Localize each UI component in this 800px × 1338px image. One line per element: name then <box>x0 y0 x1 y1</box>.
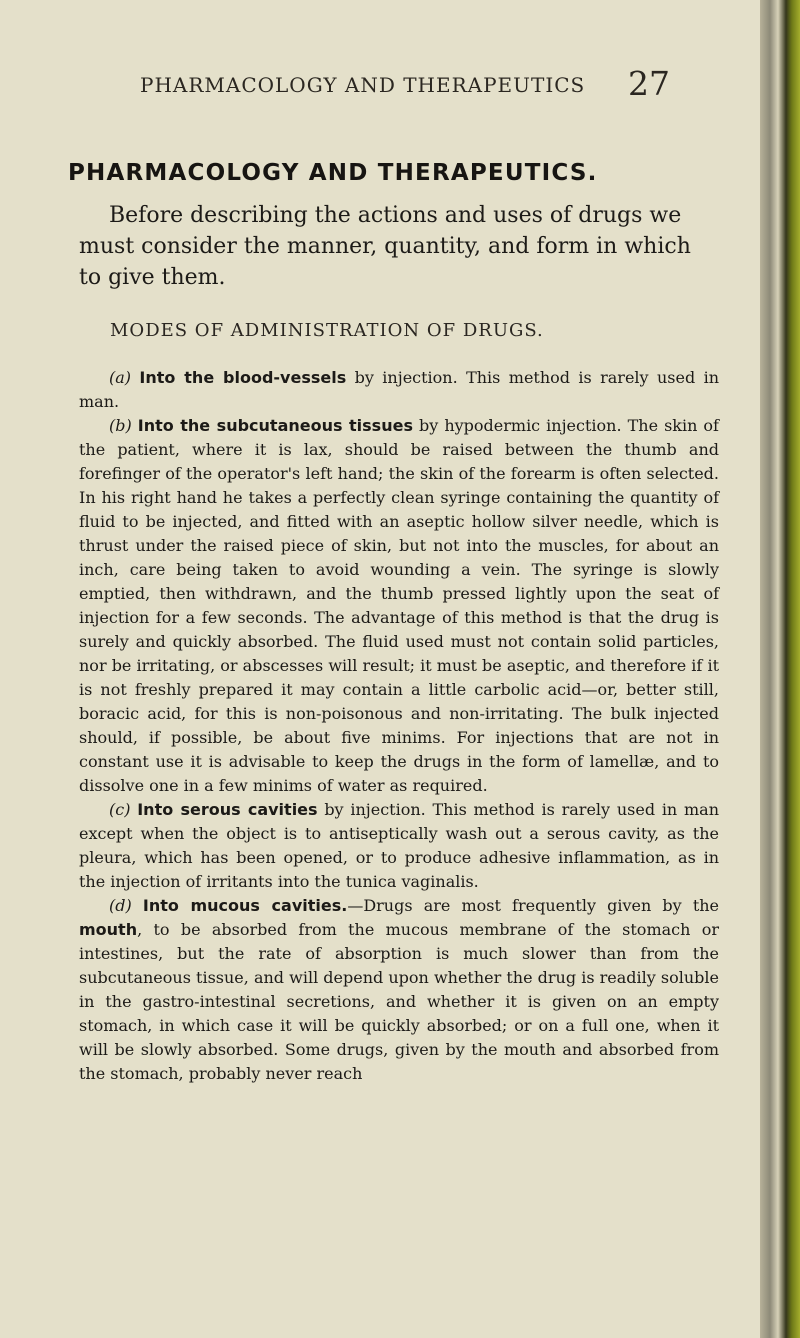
chapter-title: PHARMACOLOGY AND THERAPEUTICS. <box>68 160 598 186</box>
paragraph-label: (d) <box>109 896 132 915</box>
paragraph-text: by injection. This method is rarely used in man except when the object is to antiseptically wash out a serous cavity, as the pleura, which has been opened, or to produce adhesive inflammation, as in the injection of irritants into the tunica vaginalis. <box>79 800 720 891</box>
paragraph-term-mouth: mouth <box>79 920 138 939</box>
paragraph-text: by hypodermic injection. The skin of the patient, where it is lax, should be raised between the thumb and forefinger of the operator's left hand; the skin of the forearm is often selected. In his right hand he takes a perfectly clean syringe containing the quantity of fluid to be injected, and fitted with an aseptic hollow silver needle, which is thrust under the raised piece of skin, but not into the muscles, for about an inch, care being taken to avoid wounding a vein. The syringe is slowly emptied, then withdrawn, and the thumb pressed lightly upon the seat of injection for a few seconds. The advantage of this method is that the drug is surely and quickly absorbed. The fluid used must not contain solid particles, nor be irritating, or abscesses will result; it must be aseptic, and therefore if it is not freshly prepared it may contain a little carbolic acid—or, better still, boracic acid, for this is non-poisonous and non-irritating. The bulk injected should, if possible, be about five minims. For injections that are not in constant use it is advisable to keep the drugs in the form of lamellæ, and to dissolve one in a few minims of water as required. <box>79 416 719 795</box>
paragraph-label: (a) <box>109 368 132 387</box>
paragraph-term: Into serous cavities <box>137 800 318 819</box>
intro-text: Before describing the actions and uses of drugs we must consider the manner, quantity, and form in which to give them. <box>79 203 691 290</box>
paragraph-a <box>79 366 719 414</box>
page-edge <box>760 0 800 1338</box>
page-number: 27 <box>628 64 670 103</box>
paragraph-term: Into mucous cavities. <box>142 896 348 915</box>
paragraph-term: Into the blood-vessels <box>139 368 347 387</box>
paragraph-b <box>79 414 719 798</box>
paragraph-text-before: —Drugs are most frequently given by the <box>347 896 720 915</box>
paragraph-term: Into the subcutaneous tissues <box>137 416 413 435</box>
paragraph-text: , to be absorbed from the mucous membrane of the stomach or intestines, but the rate of absorption is much slower than from the subcutaneous tissue, and will depend upon whether the drug is readily soluble in the gastro-intestinal secretions, and whether it is given on an empty stomach, in which case it will be quickly absorbed; or on a full one, when it will be slowly absorbed. Some drugs, given by the mouth and absorbed from the stomach, probably never reach <box>79 920 719 1083</box>
paragraph-label: (b) <box>109 416 132 435</box>
intro-paragraph <box>79 200 719 293</box>
paragraph-c <box>79 798 719 894</box>
paragraph-label: (c) <box>109 800 131 819</box>
section-heading: MODES OF ADMINISTRATION OF DRUGS. <box>110 320 544 341</box>
body-text <box>79 366 719 1086</box>
paragraph-text: by injection. This method is rarely used in man. <box>79 368 720 411</box>
paragraph-d <box>79 894 719 1086</box>
running-title: PHARMACOLOGY AND THERAPEUTICS <box>140 73 586 97</box>
